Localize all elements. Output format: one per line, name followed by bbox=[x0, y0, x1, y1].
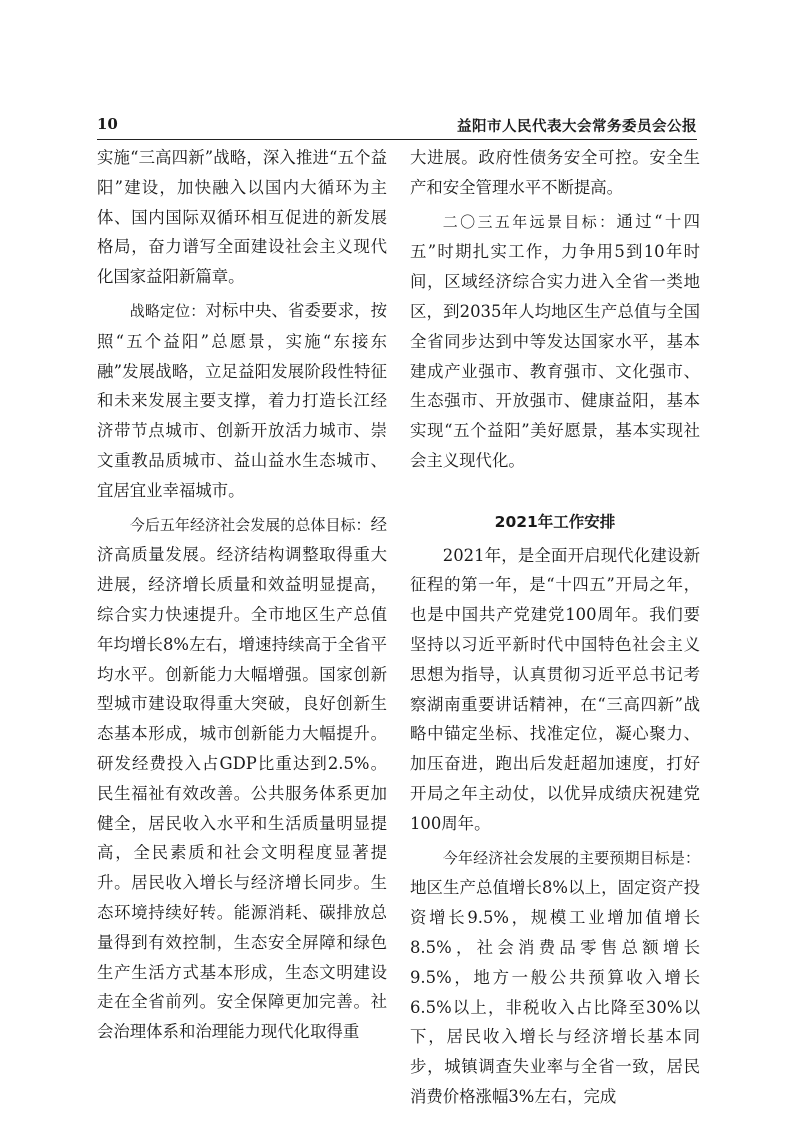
paragraph-text: 对标中央、省委要求，按照“五个益阳”总愿景，实施“东接东融”发展战略，立足益阳发展阶段性特征和未来发展主要支撑，着力打造长江经济带节点城市、创新开放活力城市、崇文重教品质城市、益山益水生态城市、宜居宜业幸福城市。 bbox=[97, 300, 387, 500]
paragraph-lead: 战略定位： bbox=[129, 301, 206, 320]
header-rule bbox=[97, 139, 697, 140]
paragraph-five-year-goals bbox=[97, 510, 387, 1047]
paragraph-2035-vision bbox=[410, 207, 700, 476]
paragraph-text: 地区生产总值增长8%以上，固定资产投资增长9.5%，规模工业增加值增长8.5%，社会消费品零售总额增长9.5%，地方一般公共预算收入增长6.5%以上，非税收入占比降至30%以下，居民收入增长与经济增长基本同步，城镇调查失业率与全省一致，居民消费价格涨幅3%左右，完成 bbox=[410, 878, 700, 1106]
journal-title: 益阳市人民代表大会常务委员会公报 bbox=[457, 118, 697, 135]
right-column bbox=[410, 143, 700, 1112]
paragraph-text: 通过“十四五”时期扎实工作，力争用5到10年时间，区域经济综合实力进入全省一类地区，到2035年人均地区生产总值与全国全省同步达到中等发达国家水平，基本建成产业强市、教育强市、文化强市、生态强市、开放强市、健康益阳，基本实现“五个益阳”美好愿景，基本实现社会主义现代化。 bbox=[410, 211, 700, 470]
paragraph-lead: 二〇三五年远景目标： bbox=[442, 212, 617, 231]
section-heading: 2021年工作安排 bbox=[494, 512, 616, 531]
paragraph-lead: 今后五年经济社会发展的总体目标： bbox=[129, 515, 371, 534]
paragraph-2021-intro: 2021年，是全面开启现代化建设新征程的第一年，是“十四五”开局之年，也是中国共产党建党100周年。我们要坚持以习近平新时代中国特色社会主义思想为指导，认真贯彻习近平总书记考察湖南重要讲话精神，在“三高四新”战略中锚定坐标、找准定位，凝心聚力、加压奋进，跑出后发赶超加速度，打好开局之年主动仗，以优异成绩庆祝建党100周年。 bbox=[410, 545, 700, 833]
paragraph-continued: 实施“三高四新”战略，深入推进“五个益阳”建设，加快融入以国内大循环为主体、国内国际双循环相互促进的新发展格局，奋力谱写全面建设社会主义现代化国家益阳新篇章。 bbox=[97, 148, 387, 287]
page-header bbox=[97, 115, 697, 139]
paragraph-annual-targets bbox=[410, 843, 700, 1112]
left-column bbox=[97, 143, 387, 1047]
page-number: 10 bbox=[97, 115, 118, 133]
paragraph-text: 经济高质量发展。经济结构调整取得重大进展，经济增长质量和效益明显提高，综合实力快速提升。全市地区生产总值年均增长8%左右，增速持续高于全省平均水平。创新能力大幅增强。国家创新型城市建设取得重大突破，良好创新生态基本形成，城市创新能力大幅提升。研发经费投入占GDP比重达到2.5%。民生福祉有效改善。公共服务体系更加健全，居民收入水平和生活质量明显提高，全民素质和社会文明程度显著提升。居民收入增长与经济增长同步。生态环境持续好转。能源消耗、碳排放总量得到有效控制，生态安全屏障和绿色生产生活方式基本形成，生态文明建设走在全省前列。安全保障更加完善。社会治理体系和治理能力现代化取得重 bbox=[97, 514, 387, 1042]
paragraph-continued: 大进展。政府性债务安全可控。安全生产和安全管理水平不断提高。 bbox=[410, 148, 700, 197]
paragraph-strategic-positioning bbox=[97, 296, 387, 506]
paragraph-lead: 今年经济社会发展的主要预期目标是： bbox=[442, 848, 700, 867]
